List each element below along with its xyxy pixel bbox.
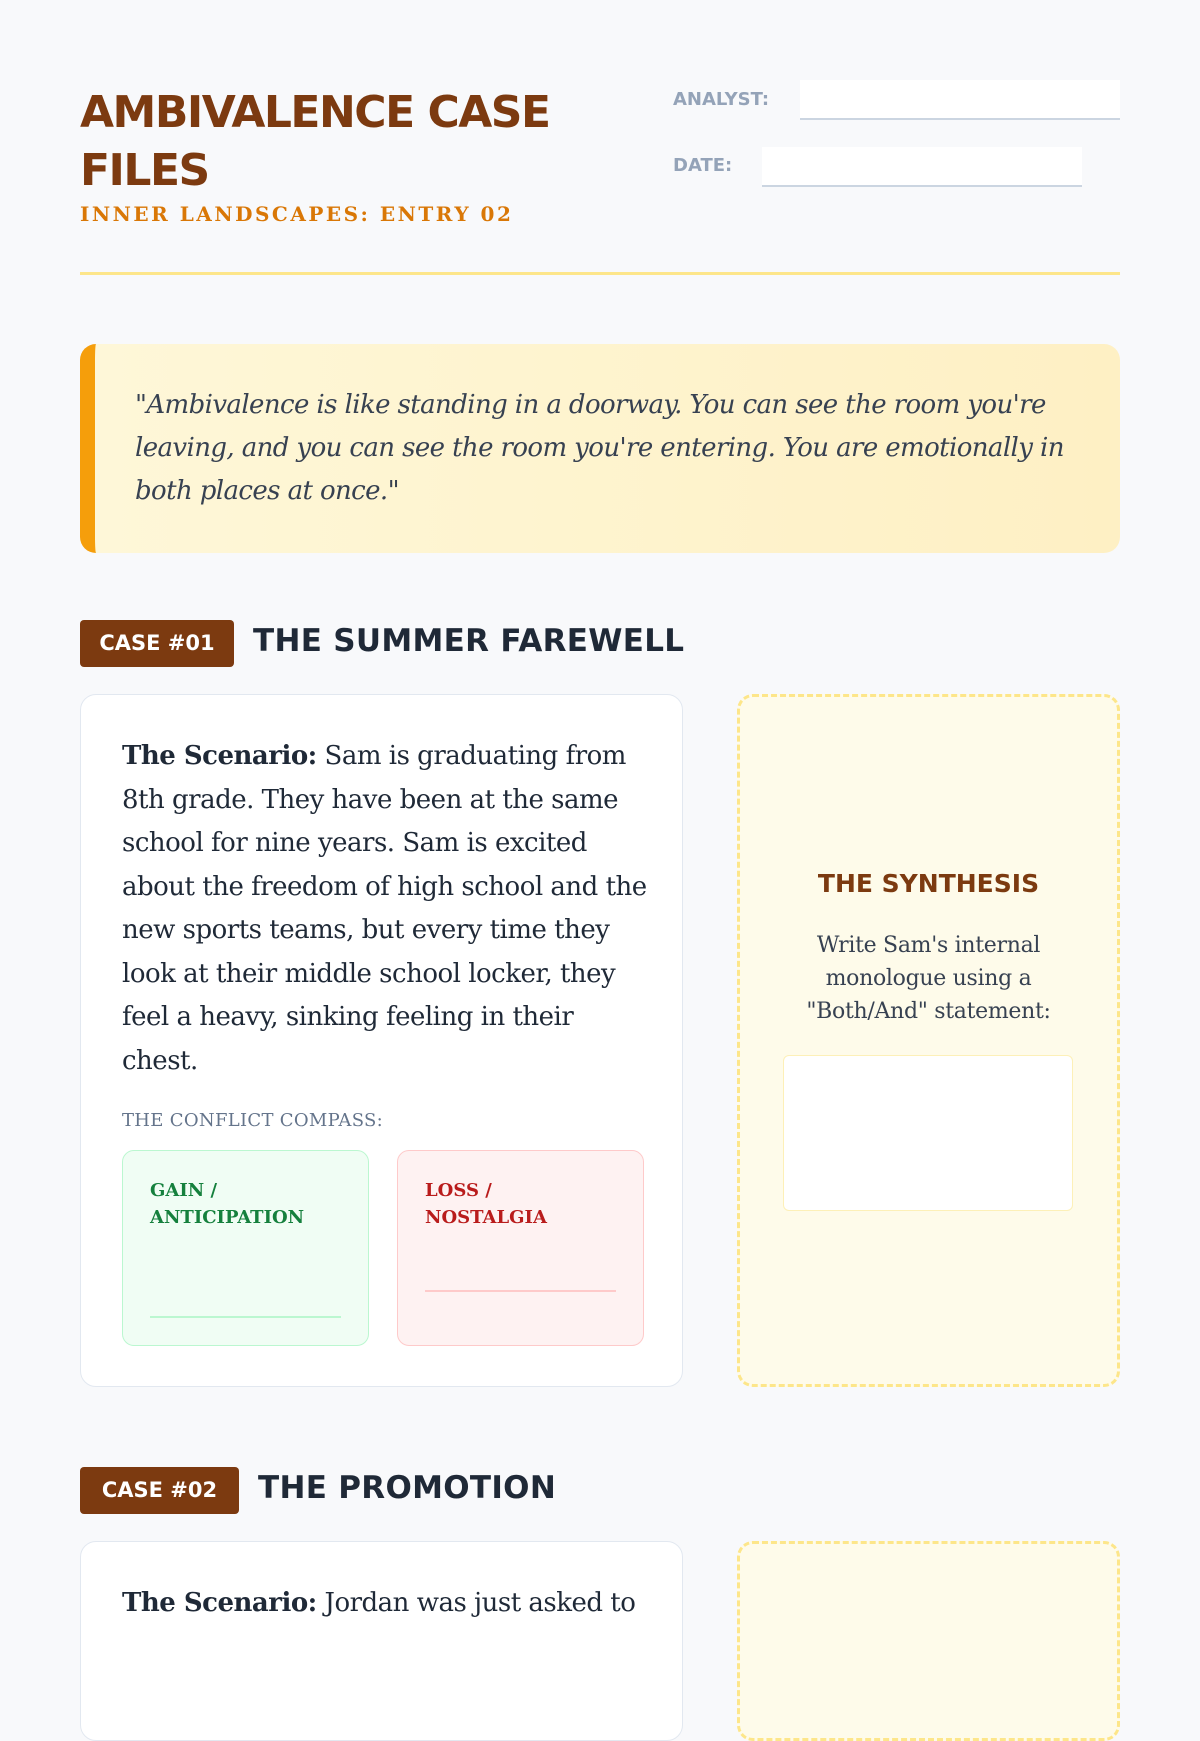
case-badge: CASE #02 [80,1467,239,1514]
gain-anticipation-label: GAIN / ANTICIPATION [150,1180,305,1228]
date-label: DATE: [673,155,733,176]
doorway-quote: "Ambivalence is like standing in a doorway. You can see the room you're leaving, and you can see the room you're entering. You are emotionally in both places at once." [80,344,1120,553]
loss-answer-line[interactable] [425,1290,616,1292]
synthesis-card [737,694,1120,1387]
date-field[interactable] [762,147,1082,187]
worksheet-header [80,80,1120,275]
case-badge: CASE #01 [80,620,234,667]
loss-nostalgia-box[interactable] [397,1150,644,1346]
case-title: THE SUMMER FAREWELL [253,623,685,659]
gain-answer-line[interactable] [150,1316,341,1318]
scenario-text [122,735,652,1083]
page-title: AMBIVALENCE CASE FILES [80,87,550,196]
scenario-label: The Scenario: [122,741,317,771]
analyst-field[interactable] [800,80,1120,120]
case-title: THE PROMOTION [258,1470,557,1506]
scenario-card [80,1541,683,1741]
scenario-label: The Scenario: [122,1588,317,1618]
loss-nostalgia-label: LOSS / NOSTALGIA [425,1180,547,1228]
scenario-card [80,694,683,1387]
scenario-text [122,1582,652,1626]
conflict-compass-label: THE CONFLICT COMPASS: [122,1110,384,1131]
synthesis-title: THE SYNTHESIS [817,869,1040,898]
scenario-body: Jordan was just asked to [324,1588,636,1618]
analyst-label: ANALYST: [673,89,770,110]
scenario-body: Sam is graduating from 8th grade. They have been at the same school for nine years. Sam is excited about the freedom of high school and the new sports teams, but every time they look at their middle school locker, they feel a heavy, sinking feeling in their chest. [122,741,647,1076]
synthesis-answer-box[interactable] [783,1055,1073,1211]
synthesis-prompt: Write Sam's internal monologue using a "Both/And" statement: [806,933,1051,1024]
page-subtitle: INNER LANDSCAPES: ENTRY 02 [80,202,514,226]
synthesis-card [737,1541,1120,1741]
gain-anticipation-box[interactable] [122,1150,369,1346]
